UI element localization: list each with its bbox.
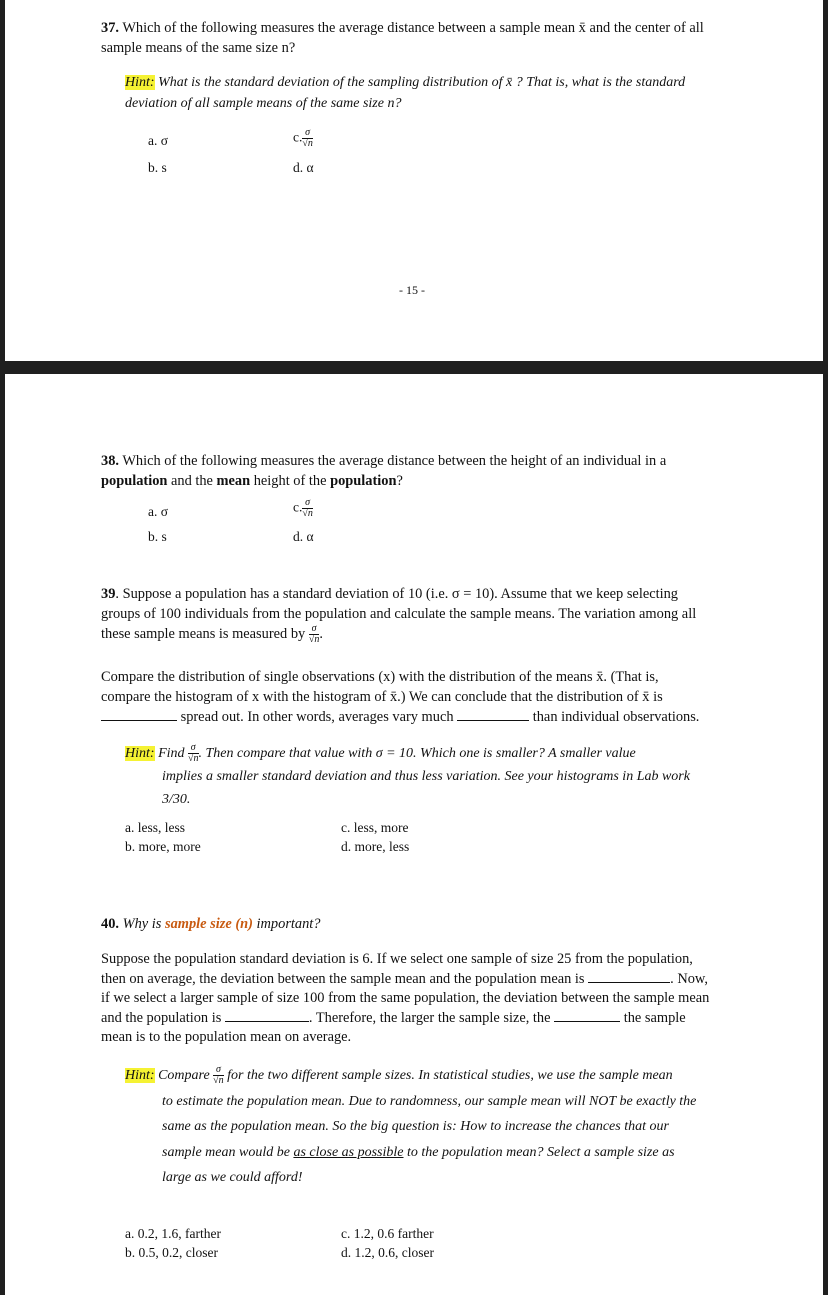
q37-line2: sample means of the same size n? — [101, 40, 296, 56]
q37-option-c-label: c. — [293, 129, 303, 145]
q40-option-d: d. 1.2, 0.6, closer — [341, 1245, 434, 1260]
q39-line3: these sample means is measured by — [101, 626, 306, 642]
q40-option-c: c. 1.2, 0.6 farther — [341, 1226, 434, 1241]
hint-label: Hint: — [125, 75, 155, 90]
q38-number: 38. — [101, 453, 119, 469]
sigma-over-root-n: $\frac{\sigma}{√n}$ — [302, 497, 313, 519]
q38-option-c — [293, 498, 313, 519]
q37-hint-line2: deviation of all sample means of the same size n? — [125, 96, 402, 111]
q40-line2b: . Now, — [670, 970, 708, 987]
q40-line4b: . Therefore, the larger the sample size, the — [308, 1009, 555, 1026]
q40-number: 40. — [101, 916, 119, 932]
q40-line5: mean is to the population mean on average. — [101, 1029, 352, 1045]
q37-option-d: d. α — [293, 160, 314, 175]
q40-hint — [125, 1063, 825, 1191]
q39-hint-line1: . Then compare that value with σ = 10. Which one is smaller? A smaller value — [198, 746, 636, 761]
q39-compare-line3a: spread out. In other words, averages vary much — [177, 709, 458, 725]
q39-compare-line1: Compare the distribution of single observations (x) with the distribution of the means x̄. (That is, — [101, 669, 659, 685]
q39-line2: groups of 100 individuals from the population and calculate the sample means. The variation among all — [101, 606, 697, 622]
question-40-title — [101, 914, 321, 934]
q39-hint — [125, 742, 815, 811]
q40-line4a: and the population is — [101, 1009, 225, 1026]
blank-4[interactable] — [225, 1009, 309, 1022]
q40-line1: Suppose the population standard deviation is 6. If we select one sample of size 25 from the population, — [101, 951, 693, 967]
q39-option-b: b. more, more — [125, 839, 201, 854]
q40-line4c: the sample — [620, 1009, 686, 1026]
sigma-over-root-n: $\frac{\sigma}{√n}$ — [308, 623, 320, 646]
q38-bold-population: population — [330, 473, 397, 489]
q38-option-b: b. s — [148, 529, 167, 544]
q37-hint-line1: What is the standard deviation of the sampling distribution of x̄ ? That is, what is the standard — [158, 75, 686, 90]
q40-paragraph — [101, 950, 821, 1048]
question-39: 39. Suppose a population has a standard deviation of 10 (i.e. σ = 10). Assume that we keep selecting groups of 100 individuals from the population and calculate the sample means. The variation among all these sample means is measured by $\frac{\sigma}{√n}$ . — [101, 584, 811, 645]
q38-text: and the — [167, 473, 217, 489]
q38-bold-mean: mean — [216, 473, 251, 489]
q37-number: 37. — [101, 20, 119, 36]
page-16 — [5, 374, 823, 1295]
blank-2[interactable] — [457, 708, 529, 721]
q40-line3: if we select a larger sample of size 100 from the same population, the deviation between the sample mean — [101, 990, 710, 1006]
q39-hint-find: Find — [158, 746, 185, 761]
q37-option-b: b. s — [148, 160, 167, 175]
q38-line1: Which of the following measures the average distance between the height of an individual in a — [122, 453, 667, 469]
q39-line1: . Suppose a population has a standard deviation of 10 (i.e. σ = 10). Assume that we keep selecting — [115, 586, 678, 602]
q39-option-c: c. less, more — [341, 820, 409, 835]
q40-hint-line3: same as the population mean. So the big question is: How to increase the chances that our — [162, 1119, 669, 1134]
q40-hint-line2: to estimate the population mean. Due to randomness, our sample mean will NOT be exactly the — [162, 1093, 697, 1109]
q40-title-highlight: sample size (n) — [164, 916, 253, 932]
q38-option-d: d. α — [293, 529, 314, 544]
hint-label: Hint: — [125, 746, 155, 761]
q39-hint-line3: 3/30. — [162, 792, 191, 807]
q39-number: 39 — [101, 586, 116, 602]
blank-5[interactable] — [554, 1009, 620, 1022]
page-number: - 15 - — [399, 283, 425, 297]
q38-text: height of the — [250, 473, 331, 489]
question-38 — [101, 451, 801, 491]
q40-title-pre: Why is — [122, 916, 165, 932]
sigma-over-root-n: $\frac{\sigma}{√n}$ — [213, 1064, 224, 1087]
question-37 — [101, 18, 801, 58]
q40-hint-line5: large as we could afford! — [162, 1170, 303, 1185]
q37-option-a: a. σ — [148, 133, 169, 148]
q40-hint-compare: Compare — [158, 1068, 210, 1083]
blank-3[interactable] — [588, 970, 670, 983]
q39-option-d: d. more, less — [341, 839, 410, 854]
q40-hint-line4b: to the population mean? Select a sample size as — [403, 1144, 675, 1160]
q39-compare-line3b: than individual observations. — [529, 709, 700, 725]
q40-hint-line1: for the two different sample sizes. In statistical studies, we use the sample mean — [227, 1068, 673, 1083]
page-15 — [5, 0, 823, 361]
sigma-over-root-n: $\frac{\sigma}{√n}$ — [302, 127, 313, 149]
q39-option-a: a. less, less — [125, 820, 185, 835]
q39-compare-line2: compare the histogram of x with the histogram of x̄.) We can conclude that the distribution of x̄ is — [101, 689, 663, 705]
q40-line2a: then on average, the deviation between the sample mean and the population mean is — [101, 970, 589, 987]
q38-bold-population: population — [101, 473, 168, 489]
q38-option-c-label: c. — [293, 499, 303, 515]
q38-text: ? — [396, 473, 403, 489]
q40-hint-underlined: as close as possible — [293, 1144, 404, 1160]
q37-hint — [125, 72, 805, 114]
q39-compare — [101, 667, 811, 727]
q37-line1: Which of the following measures the average distance between a sample mean x̄ and the center of all — [122, 20, 704, 36]
q40-hint-line4a: sample mean would be — [162, 1144, 294, 1160]
blank-1[interactable] — [101, 708, 177, 721]
q39-hint-line2: implies a smaller standard deviation and thus less variation. See your histograms in Lab work — [162, 769, 690, 784]
hint-label: Hint: — [125, 1068, 155, 1083]
q40-title-post: important? — [252, 916, 321, 932]
q37-option-c — [293, 128, 313, 149]
q40-option-a: a. 0.2, 1.6, farther — [125, 1226, 221, 1241]
q40-option-b: b. 0.5, 0.2, closer — [125, 1245, 218, 1260]
q38-option-a: a. σ — [148, 504, 169, 519]
sigma-over-root-n: $\frac{\sigma}{√n}$ — [188, 742, 199, 765]
